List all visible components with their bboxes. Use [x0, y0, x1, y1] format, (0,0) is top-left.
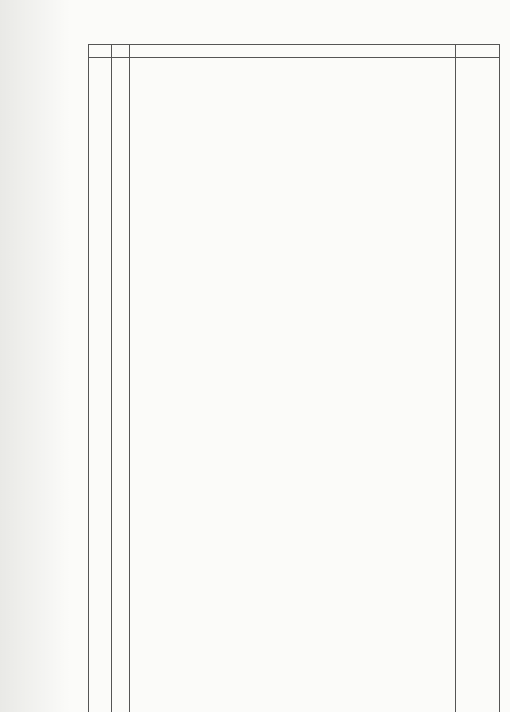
history-table — [88, 44, 500, 712]
column-divider — [111, 45, 112, 712]
binding-shadow — [0, 0, 70, 712]
column-divider — [129, 45, 130, 712]
column-divider — [455, 45, 456, 712]
table-header — [89, 45, 499, 58]
